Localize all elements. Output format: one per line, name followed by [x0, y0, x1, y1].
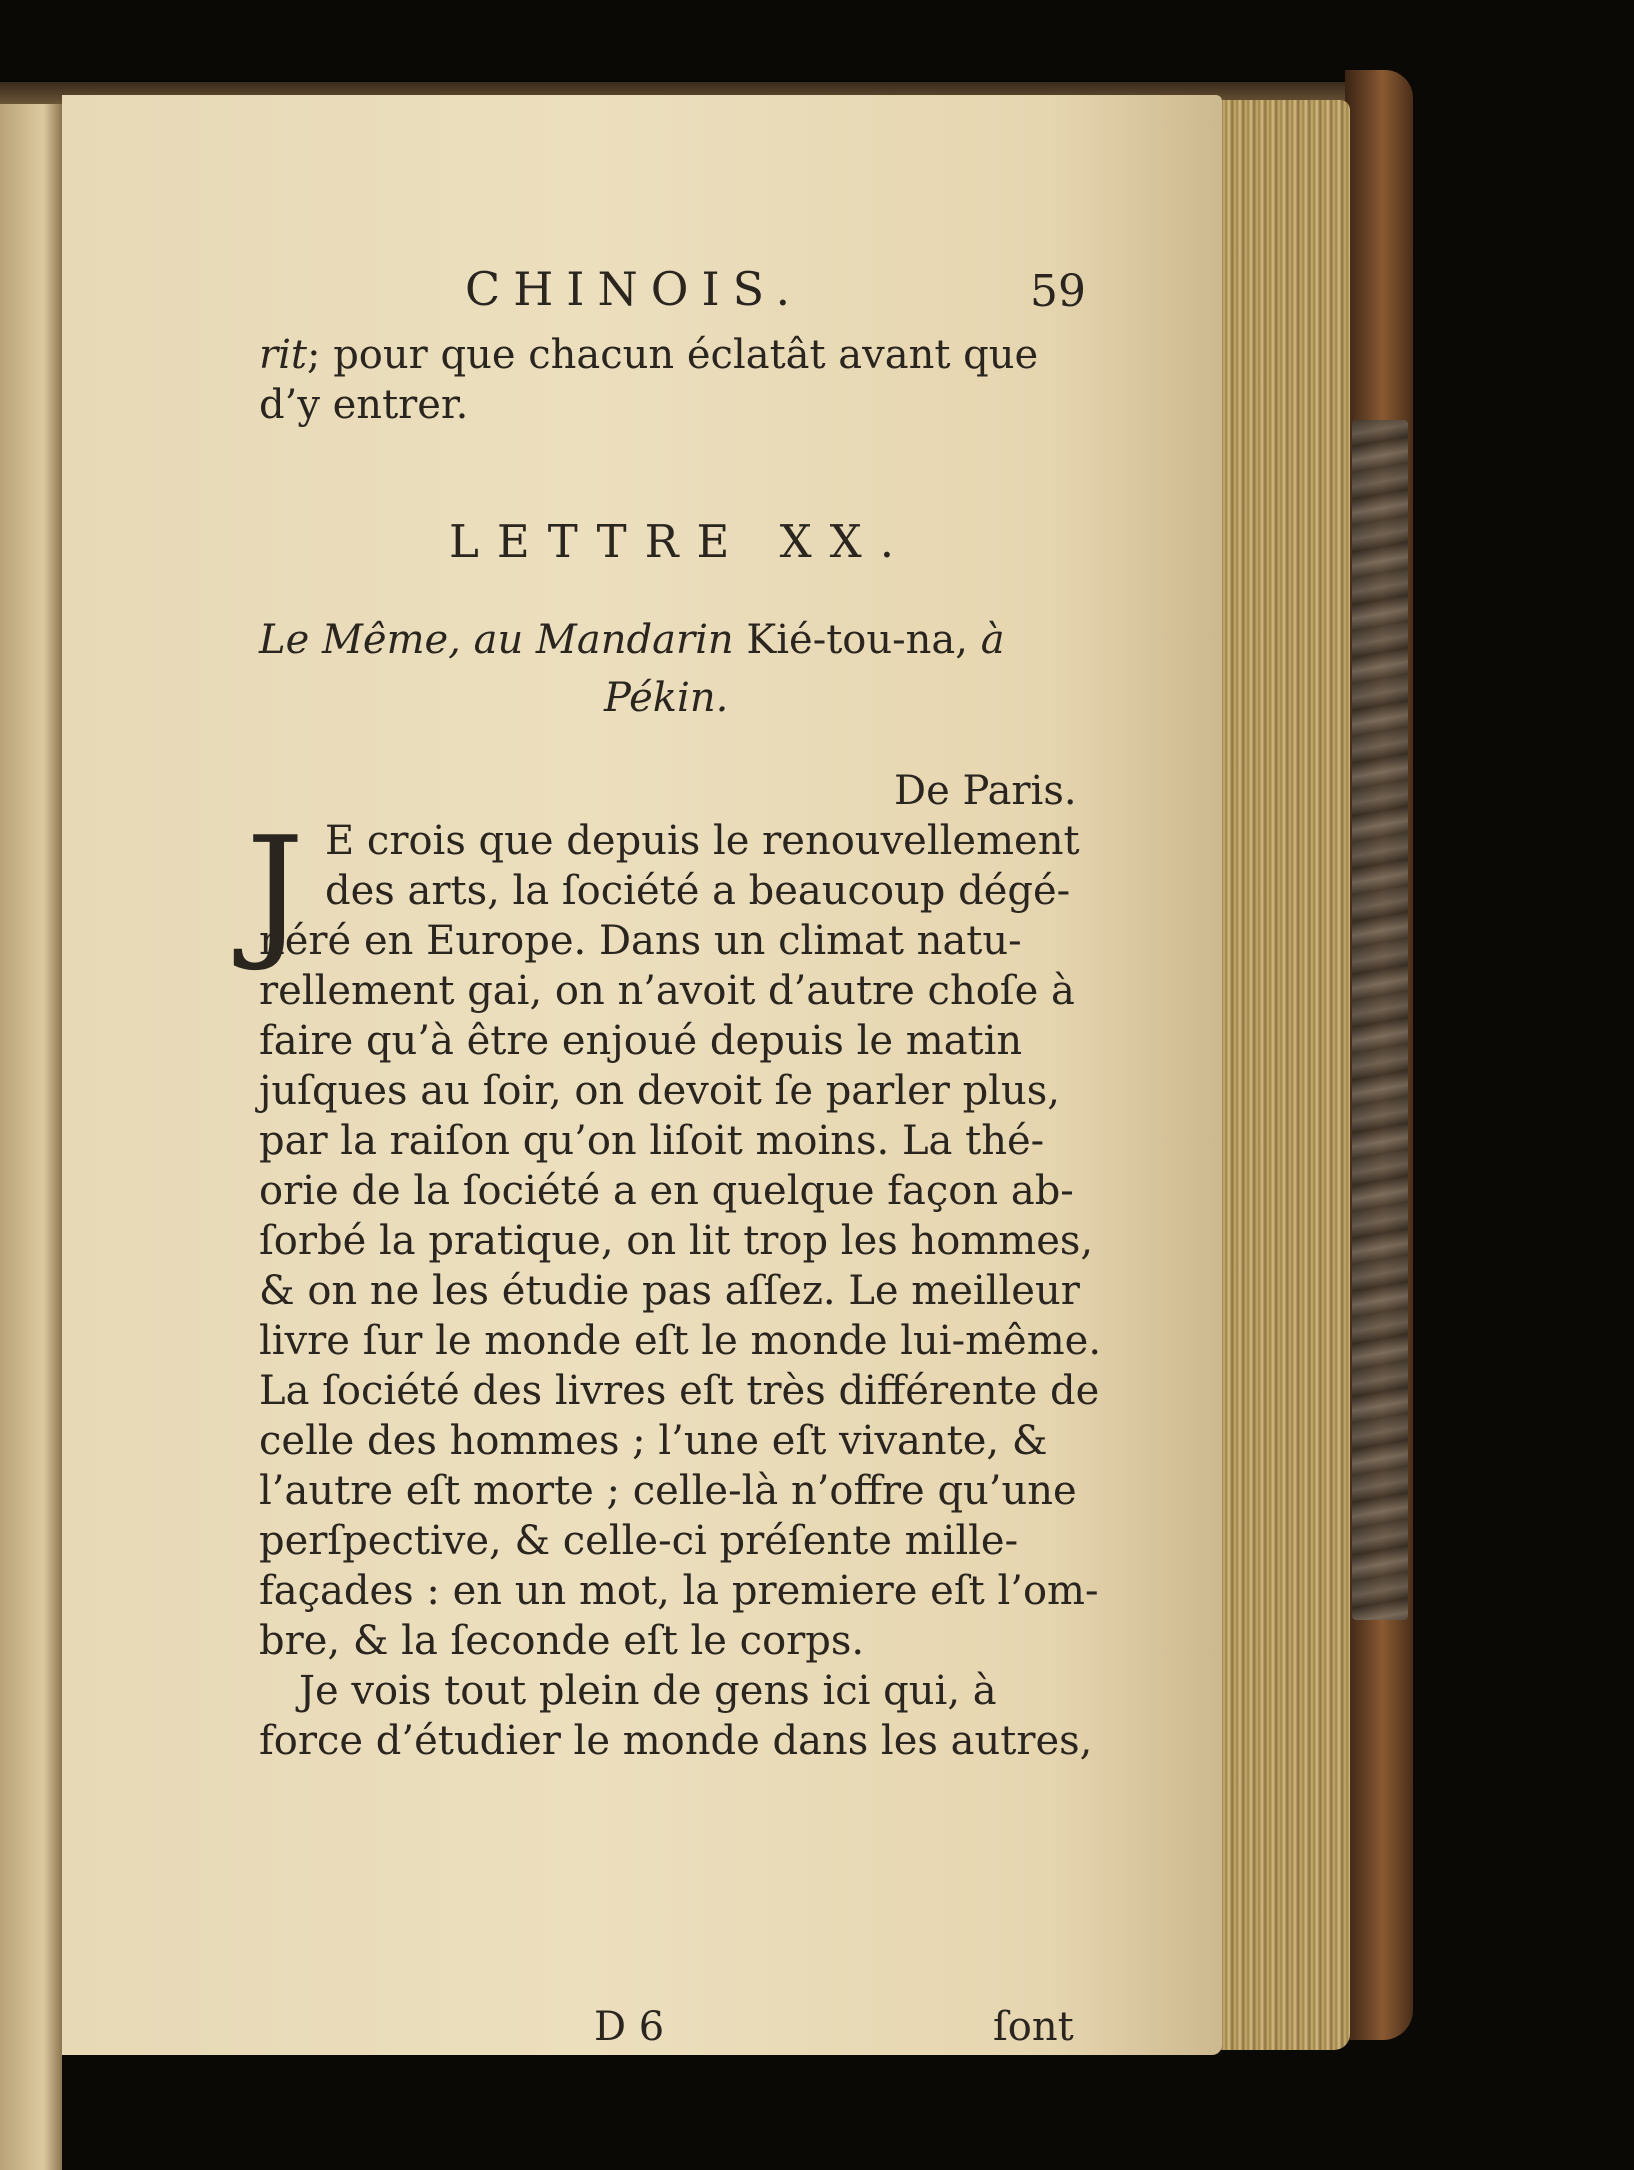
subtitle-roman: Kié-tou-na, [746, 617, 968, 663]
marbled-cover [1352, 420, 1408, 1620]
continuation-rest: ; pour que chacun éclatât avant que [307, 332, 1039, 378]
subtitle-italic: Le Même, au Mandarin [259, 617, 734, 663]
drop-cap: J [246, 806, 305, 975]
body-line: orie de la ſociété a en quelque façon ab- [259, 1168, 1074, 1214]
subtitle-line-2: Pékin. [604, 675, 729, 721]
catchword: ſont [993, 2004, 1074, 2050]
body-line: celle des hommes ; l’une eſt vivante, & [259, 1418, 1048, 1464]
body-line: La ſociété des livres eſt très différente de [259, 1368, 1100, 1414]
body-line: rellement gai, on n’avoit d’autre choſe à [259, 968, 1075, 1014]
subtitle-line-1 [259, 617, 1005, 663]
body-line: l’autre eſt morte ; celle-là n’offre qu’une [259, 1468, 1077, 1514]
running-head: CHINOIS. [465, 262, 804, 316]
body-line: E crois que depuis le renouvellement [325, 818, 1080, 864]
letter-title: LETTRE XX. [449, 515, 913, 568]
body-line: force d’étudier le monde dans les autres, [259, 1718, 1093, 1764]
continuation-line-2: d’y entrer. [259, 382, 469, 428]
body-line: façades : en un mot, la premiere eſt l’om- [259, 1568, 1099, 1614]
body-line: & on ne les étudie pas aſſez. Le meilleur [259, 1268, 1080, 1314]
subtitle-end: à [980, 617, 1005, 663]
body-line: par la raiſon qu’on liſoit moins. La thé- [259, 1118, 1045, 1164]
body-line: néré en Europe. Dans un climat natu- [259, 918, 1022, 964]
continuation-line-1 [259, 332, 1038, 378]
body-line: ſorbé la pratique, on lit trop les hommes, [259, 1218, 1094, 1264]
left-page-edge [0, 96, 62, 2170]
body-line: Je vois tout plein de gens ici qui, à [299, 1668, 997, 1714]
dateline: De Paris. [894, 768, 1077, 814]
body-line: juſques au ſoir, on devoit ſe parler plus, [259, 1068, 1060, 1114]
body-line: des arts, la ſociété a beaucoup dégé- [325, 868, 1071, 914]
page-number: 59 [1030, 266, 1086, 317]
page-edges [1210, 100, 1350, 2050]
body-line: bre, & la ſeconde eſt le corps. [259, 1618, 865, 1664]
continuation-italic: rit [259, 332, 307, 378]
body-line: perſpective, & celle-ci préſente mille- [259, 1518, 1019, 1564]
body-line: faire qu’à être enjoué depuis le matin [259, 1018, 1023, 1064]
signature-mark: D 6 [594, 2004, 665, 2050]
body-line: livre ſur le monde eſt le monde lui-même. [259, 1318, 1102, 1364]
